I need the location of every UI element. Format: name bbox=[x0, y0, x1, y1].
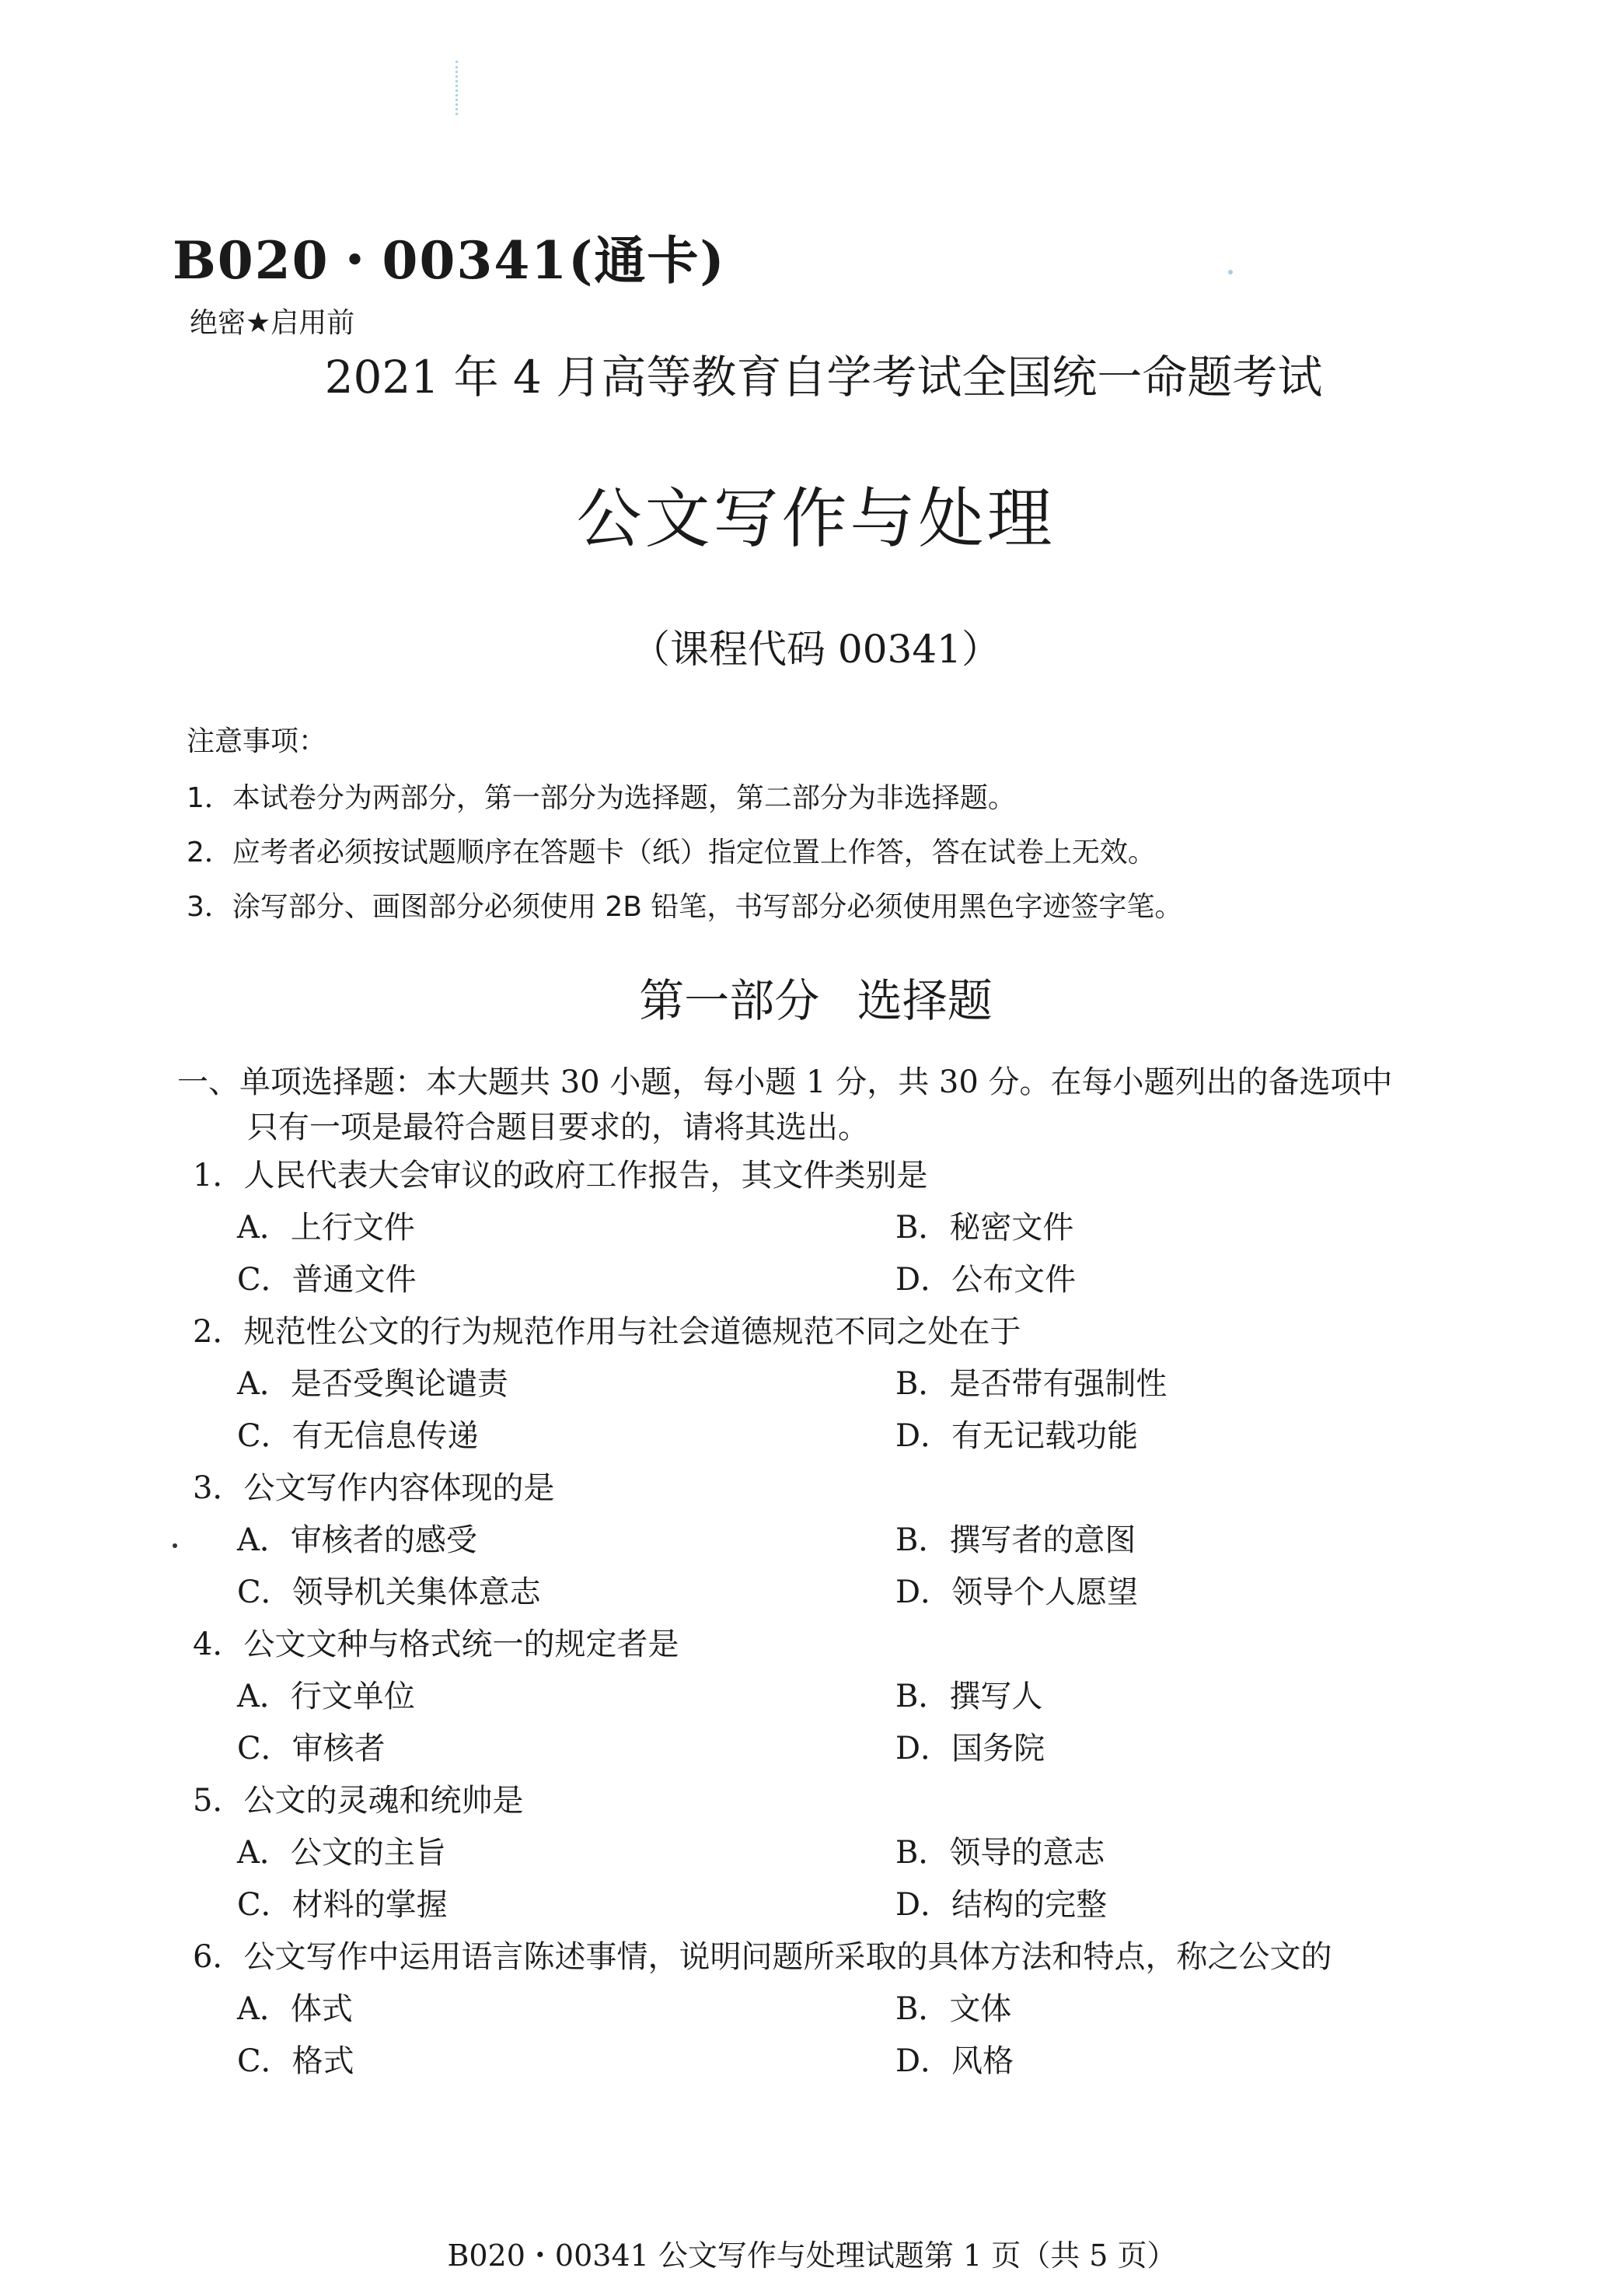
section-instructions: 一、单项选择题：本大题共 30 小题，每小题 1 分，共 30 分。在每小题列出的备选项中 bbox=[177, 1064, 1393, 1100]
option: D．公布文件 bbox=[895, 1262, 1077, 1298]
option: A．审核者的感受 bbox=[237, 1522, 477, 1558]
option: C．普通文件 bbox=[237, 1262, 417, 1298]
option: C．有无信息传递 bbox=[237, 1418, 479, 1454]
option: D．领导个人愿望 bbox=[895, 1574, 1139, 1610]
option: B．是否带有强制性 bbox=[895, 1366, 1167, 1402]
option: B．撰写者的意图 bbox=[895, 1522, 1136, 1558]
part-title: 第一部分 选择题 bbox=[639, 974, 993, 1027]
question-stem: 6．公文写作中运用语言陈述事情，说明问题所采取的具体方法和特点，称之公文的 bbox=[193, 1939, 1332, 1975]
option: D．有无记载功能 bbox=[895, 1418, 1139, 1454]
question-stem: 2．规范性公文的行为规范作用与社会道德规范不同之处在于 bbox=[193, 1314, 1021, 1350]
option: D．结构的完整 bbox=[895, 1887, 1108, 1923]
option: B．撰写人 bbox=[895, 1679, 1043, 1714]
secret-label: 绝密★启用前 bbox=[190, 307, 355, 339]
option: A．行文单位 bbox=[237, 1679, 415, 1714]
page-footer: B020・00341 公文写作与处理试题第 1 页（共 5 页） bbox=[447, 2238, 1177, 2273]
option: C．格式 bbox=[237, 2043, 354, 2079]
question-stem: 1．人民代表大会审议的政府工作报告，其文件类别是 bbox=[193, 1158, 928, 1193]
course-code: （课程代码 00341） bbox=[631, 627, 1000, 672]
option: A．是否受舆论谴责 bbox=[237, 1366, 508, 1402]
option: B．秘密文件 bbox=[895, 1210, 1074, 1246]
option: C．领导机关集体意志 bbox=[237, 1574, 541, 1610]
note-item: 1．本试卷分为两部分，第一部分为选择题，第二部分为非选择题。 bbox=[187, 782, 1016, 814]
scan-artifact bbox=[455, 61, 464, 115]
option: C．材料的掌握 bbox=[237, 1887, 448, 1923]
scan-speck bbox=[173, 1543, 177, 1548]
option: C．审核者 bbox=[237, 1731, 386, 1767]
option: D．风格 bbox=[895, 2043, 1014, 2079]
option: A．公文的主旨 bbox=[237, 1835, 446, 1871]
scan-speck bbox=[1228, 270, 1233, 274]
option: D．国务院 bbox=[895, 1731, 1045, 1767]
option: A．体式 bbox=[237, 1991, 353, 2027]
notes-title: 注意事项： bbox=[187, 725, 327, 757]
question-stem: 3．公文写作内容体现的是 bbox=[193, 1470, 555, 1506]
option: B．文体 bbox=[895, 1991, 1012, 2027]
section-instructions: 只有一项是最符合题目要求的，请将其选出。 bbox=[247, 1110, 869, 1145]
subject-title: 公文写作与处理 bbox=[576, 481, 1056, 557]
option: B．领导的意志 bbox=[895, 1835, 1105, 1871]
note-item: 3．涂写部分、画图部分必须使用 2B 铅笔，书写部分必须使用黑色字迹签字笔。 bbox=[187, 891, 1183, 923]
question-stem: 4．公文文种与格式统一的规定者是 bbox=[193, 1627, 679, 1662]
note-item: 2．应考者必须按试题顺序在答题卡（纸）指定位置上作答，答在试卷上无效。 bbox=[187, 837, 1156, 868]
paper-code: B020・00341(通卡) bbox=[173, 230, 726, 291]
question-stem: 5．公文的灵魂和统帅是 bbox=[193, 1783, 524, 1819]
exam-title: 2021 年 4 月高等教育自学考试全国统一命题考试 bbox=[324, 351, 1323, 404]
option: A．上行文件 bbox=[237, 1210, 415, 1246]
